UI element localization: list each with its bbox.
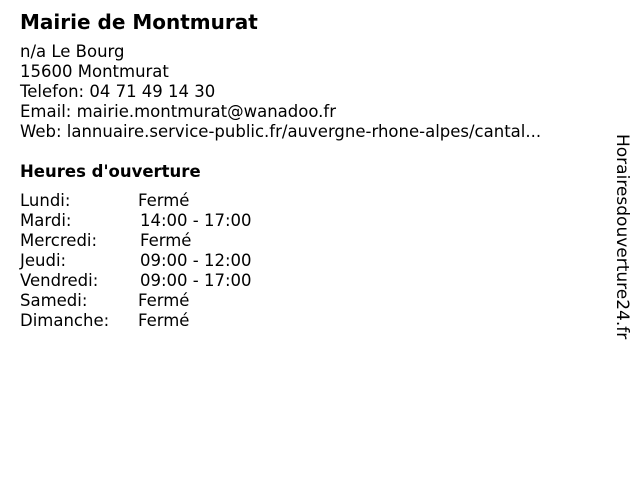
hours-row-wednesday (20, 231, 600, 251)
time-value: 09:00 - 17:00 (140, 271, 252, 290)
address-block (20, 42, 600, 142)
business-title: Mairie de Montmurat (20, 10, 258, 34)
day-label: Samedi: (20, 291, 88, 310)
site-watermark: Horairesdouverture24.fr (612, 134, 632, 340)
time-value: Fermé (138, 191, 190, 210)
day-label: Mardi: (20, 211, 72, 230)
day-label: Jeudi: (20, 251, 67, 270)
hours-row-sunday (20, 311, 600, 331)
day-label: Mercredi: (20, 231, 98, 250)
hours-row-monday (20, 191, 600, 211)
business-card (20, 10, 600, 331)
hours-row-friday (20, 271, 600, 291)
email-address: Email: mairie.montmurat@wanadoo.fr (20, 102, 336, 121)
city-address: 15600 Montmurat (20, 62, 169, 81)
street-address: n/a Le Bourg (20, 42, 125, 61)
time-value: Fermé (140, 231, 192, 250)
time-value: Fermé (138, 291, 190, 310)
day-label: Lundi: (20, 191, 71, 210)
phone-number: Telefon: 04 71 49 14 30 (20, 82, 216, 101)
day-label: Dimanche: (20, 311, 110, 330)
opening-hours-heading: Heures d'ouverture (20, 162, 201, 181)
hours-row-tuesday (20, 211, 600, 231)
time-value: 09:00 - 12:00 (140, 251, 252, 270)
opening-hours-table (20, 191, 600, 331)
hours-row-thursday (20, 251, 600, 271)
time-value: 14:00 - 17:00 (140, 211, 252, 230)
time-value: Fermé (138, 311, 190, 330)
day-label: Vendredi: (20, 271, 99, 290)
website-url: Web: lannuaire.service-public.fr/auvergne-rhone-alpes/cantal... (20, 122, 542, 141)
hours-row-saturday (20, 291, 600, 311)
